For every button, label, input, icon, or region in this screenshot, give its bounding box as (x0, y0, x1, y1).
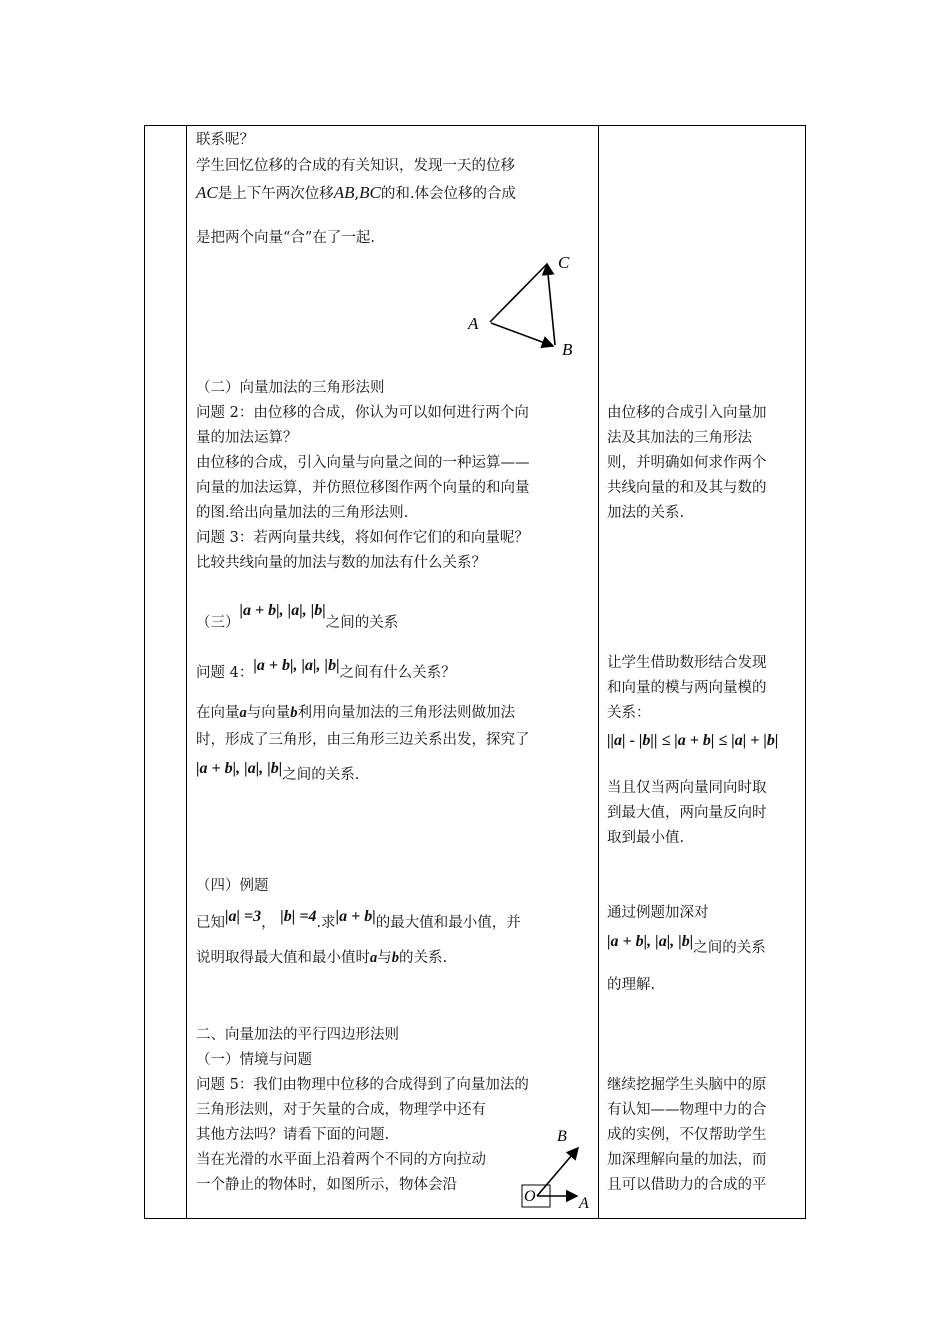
text-line: 是把两个向量“合”在了一起. (196, 230, 375, 246)
text-line: 其他方法吗？请看下面的问题. (196, 1127, 390, 1143)
text-line: 当在光滑的水平面上沿着两个不同的方向拉动 (196, 1152, 486, 1168)
text-line: 学生回忆位移的合成的有关知识，发现一天的位移 (196, 158, 515, 174)
section-title: （四）例题 (196, 878, 269, 894)
note-line: 且可以借助力的合成的平 (607, 1177, 767, 1193)
text-line: 比较共线向量的加法与数的加法有什么关系？ (196, 555, 486, 571)
question-4: 问题 4：|a + b|, |a|, |b|之间有什么关系？ (196, 657, 456, 681)
text-line: 时，形成了三角形，由三角形三边关系出发，探究了 (196, 732, 530, 748)
condition-b: |b| =4 (280, 908, 317, 925)
condition-a: |a| =3 (225, 908, 262, 925)
force-ob-arrow (537, 1148, 578, 1196)
note-line: 到最大值，两向量反向时 (607, 805, 767, 821)
text-line: 问题 2：由位移的合成，你认为可以如何进行两个向 (196, 405, 529, 421)
label-c: C (558, 253, 570, 272)
note-line: 加法的关系. (607, 505, 685, 521)
label-b: B (557, 1128, 567, 1145)
text-line: 三角形法则，对于矢量的合成，物理学中还有 (196, 1102, 486, 1118)
vector-ab: AB (333, 183, 355, 202)
text-line: 在向量a与向量b利用向量加法的三角形法则做加法 (196, 705, 515, 721)
magnitude-expr: |a + b|, |a|, |b| (196, 760, 283, 777)
note-line: 加深理解向量的加法，而 (607, 1152, 767, 1168)
text-line: |a + b|, |a|, |b|之间的关系. (196, 760, 360, 783)
text-line: 的图.给出向量加法的三角形法则. (196, 505, 409, 521)
text-line: 问题 3：若两向量共线，将如何作它们的和向量呢？ (196, 530, 529, 546)
note-line: 的理解. (607, 977, 656, 993)
note-line: 法及其加法的三角形法 (607, 430, 752, 446)
note-line: 有认知——物理中力的合 (607, 1102, 767, 1118)
text-line: 问题 5：我们由物理中位移的合成得到了向量加法的 (196, 1077, 529, 1093)
text-line: 向量的加法运算，并仿照位移图作两个向量的和向量 (196, 480, 530, 496)
note-line: 通过例题加深对 (607, 905, 709, 921)
note-line: 关系： (607, 705, 651, 721)
text-line: 量的加法运算？ (196, 430, 298, 446)
text-line: 由位移的合成，引入向量与向量之间的一种运算—— (196, 455, 530, 471)
force-diagram-figure (515, 1120, 600, 1215)
note-line: 由位移的合成引入向量加 (607, 405, 767, 421)
note-line: 让学生借助数形结合发现 (607, 655, 767, 671)
triangle-displacement-figure (460, 250, 580, 360)
label-a: A (468, 314, 479, 333)
label-b: B (562, 340, 573, 359)
note-line: 共线向量的和及其与数的 (607, 480, 767, 496)
section-title: （三）|a + b|, |a|, |b|之间的关系 (196, 602, 399, 631)
magnitude-expr: |a + b|, |a|, |b| (239, 602, 326, 619)
text-line: 一个静止的物体时，如图所示，物体会沿 (196, 1177, 457, 1193)
label-a: A (579, 1195, 589, 1212)
inequality-expr: ||a| - |b|| ≤ |a + b| ≤ |a| + |b| (607, 732, 779, 749)
vector-ac: AC (196, 183, 218, 202)
section-subtitle: （一）情境与问题 (196, 1052, 312, 1068)
note-line: 则，并明确如何求作两个 (607, 455, 767, 471)
target-expr: |a + b| (335, 908, 376, 925)
note-line: 成的实例，不仅帮助学生 (607, 1127, 767, 1143)
section-title: （二）向量加法的三角形法则 (196, 380, 385, 396)
vector-ab-arrow (491, 323, 553, 346)
magnitude-expr: |a + b|, |a|, |b| (253, 657, 340, 674)
note-line: 和向量的模与两向量模的 (607, 680, 767, 696)
vector-ac-line (490, 264, 547, 322)
text-line: 说明取得最大值和最小值时a与b的关系. (196, 950, 448, 966)
magnitude-expr: |a + b|, |a|, |b| (607, 933, 694, 950)
column-divider-1 (186, 126, 187, 1218)
note-line: 取到最小值. (607, 830, 685, 846)
vector-bc: BC (359, 183, 381, 202)
note-line: 当且仅当两向量同向时取 (607, 780, 767, 796)
text-line: 联系呢？ (196, 132, 254, 148)
section-title: 二、向量加法的平行四边形法则 (196, 1027, 399, 1043)
label-o: O (524, 1188, 536, 1205)
example-line: 已知|a| =3， |b| =4.求|a + b|的最大值和最小值，并 (196, 908, 521, 931)
note-line: |a + b|, |a|, |b|之间的关系 (607, 933, 766, 956)
column-divider-2 (598, 126, 599, 1218)
vector-bc-arrow (547, 264, 555, 345)
text-line: AC是上下午两次位移AB,BC的和.体会位移的合成 (196, 183, 516, 202)
note-line: 继续挖掘学生头脑中的原 (607, 1077, 767, 1093)
